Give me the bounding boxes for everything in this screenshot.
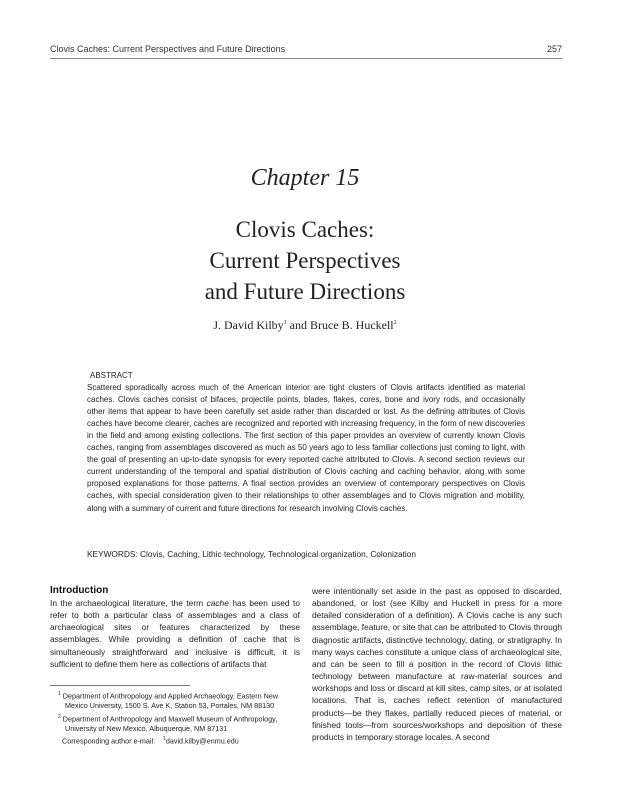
introduction-paragraph-left — [50, 597, 300, 670]
chapter-label: Chapter 15 — [250, 165, 360, 191]
title-line-1: Clovis Caches: — [235, 217, 375, 242]
running-title: Clovis Caches: Current Perspectives and Future Directions — [50, 44, 286, 54]
abstract-heading: ABSTRACT — [90, 371, 133, 380]
title-line-2: Current Perspectives — [209, 248, 401, 273]
abstract — [87, 370, 525, 515]
keywords-text: Clovis, Caching, Lithic technology, Technological organization, Colonization — [137, 549, 416, 559]
author-1: J. David Kilby — [213, 318, 284, 332]
author-connector: and — [286, 318, 310, 332]
footnote-2-text: Department of Anthropology and Maxwell Museum of Anthropology, University of New Mexico, Albuquerque, NM 87131 — [60, 713, 278, 734]
footnote-1-text: Department of Anthropology and Applied Archaeology, Eastern New Mexico University, 1500 S. Ave K, Station 53, Portales, NM 88130 — [60, 691, 279, 711]
header-rule — [50, 58, 562, 59]
intro-text-before-term: In the archaeological literature, the term — [50, 598, 207, 608]
title-line-3: and Future Directions — [204, 279, 406, 304]
corresponding-label: Corresponding author e-mail: — [62, 736, 156, 746]
corresponding-email[interactable]: david.kilby@enmu.edu — [165, 736, 239, 746]
author-2: Bruce B. Huckell — [310, 318, 394, 332]
left-column — [50, 584, 300, 670]
right-column — [312, 585, 562, 743]
footnote-1 — [58, 689, 298, 712]
footnotes — [58, 689, 298, 747]
author-line — [0, 318, 610, 333]
keywords-label: KEYWORDS: — [87, 549, 138, 559]
footnote-2 — [58, 712, 298, 735]
footnote-2-mark: 2 — [58, 713, 61, 720]
introduction-paragraph-right: were intentionally set aside in the past as opposed to discarded, abandoned, or lost (see Kilby and Huckell in press for a more detailed consideration of a definition). A Clovis cache is any such assemblage, feature, or site that can be attributed to Clovis through diagnostic artifacts, distinctive technology, dating, or stratigraphy. In many ways caches constitute a unique class of archaeological site, and can be seen to fill a position in the record of Clovis lithic technology between manufacture at raw-material sources and workshops and loss or discard at kill sites, camp sites, or at isolated locations. That is, caches reflect retention of manufactured products—be they flakes, partially reduced pieces of material, or finished tools—from sources/workshops and deposition of these products in temporary storage locales. A second — [312, 586, 562, 742]
author-1-affiliation-mark: 1 — [283, 320, 287, 326]
abstract-body: Scattered sporadically across much of the American interior are tight clusters of Clovis artifacts identified as material caches. Clovis caches consist of bifaces, projectile points, blades, flakes, cores, bone and ivory rods, and occasionally other items that appear to have been carefully set aside rather than discarded or lost. As the defining attributes of Clovis caches have become clearer, caches are recognized and reported with increasing frequency, in the form of new discoveries in the field and among existing collections. The first section of this paper provides an overview of currently known Clovis caches, ranging from assemblages discovered as much as 50 years ago to less familiar collections just coming to light, with the goal of presenting an up-to-date synopsis for every reported cache attributed to Clovis. A second section reviews our current understanding of the temporal and spatial distribution of Clovis caching and caching behavior, along with some proposed explanations for those patterns. A final section provides an overview of contemporary perspectives on Clovis caches, with special consideration given to their relationships to other assemblages and to Clovis migration and mobility, along with a summary of current and future directions for research involving Clovis caches. — [87, 383, 525, 513]
chapter-title — [0, 214, 610, 307]
author-2-affiliation-mark: 2 — [393, 320, 397, 326]
introduction-heading: Introduction — [50, 585, 109, 596]
intro-italic-term: cache — [206, 598, 229, 608]
footnote-rule — [50, 685, 190, 686]
keywords — [87, 548, 527, 560]
footnote-1-mark: 1 — [58, 691, 61, 697]
corresponding-author — [58, 734, 298, 746]
corresponding-mark: 1 — [163, 736, 166, 743]
running-head — [50, 44, 562, 58]
intro-text-after-term: has been used to refer to both a particular class of assemblages and a class of archaeological sites or features characterized by these assemblages. While providing a definition of cache that is simultaneously straightforward and inclusive is difficult, it is sufficient to define them here as collections of artifacts that — [50, 598, 301, 669]
page-number: 257 — [546, 44, 562, 54]
